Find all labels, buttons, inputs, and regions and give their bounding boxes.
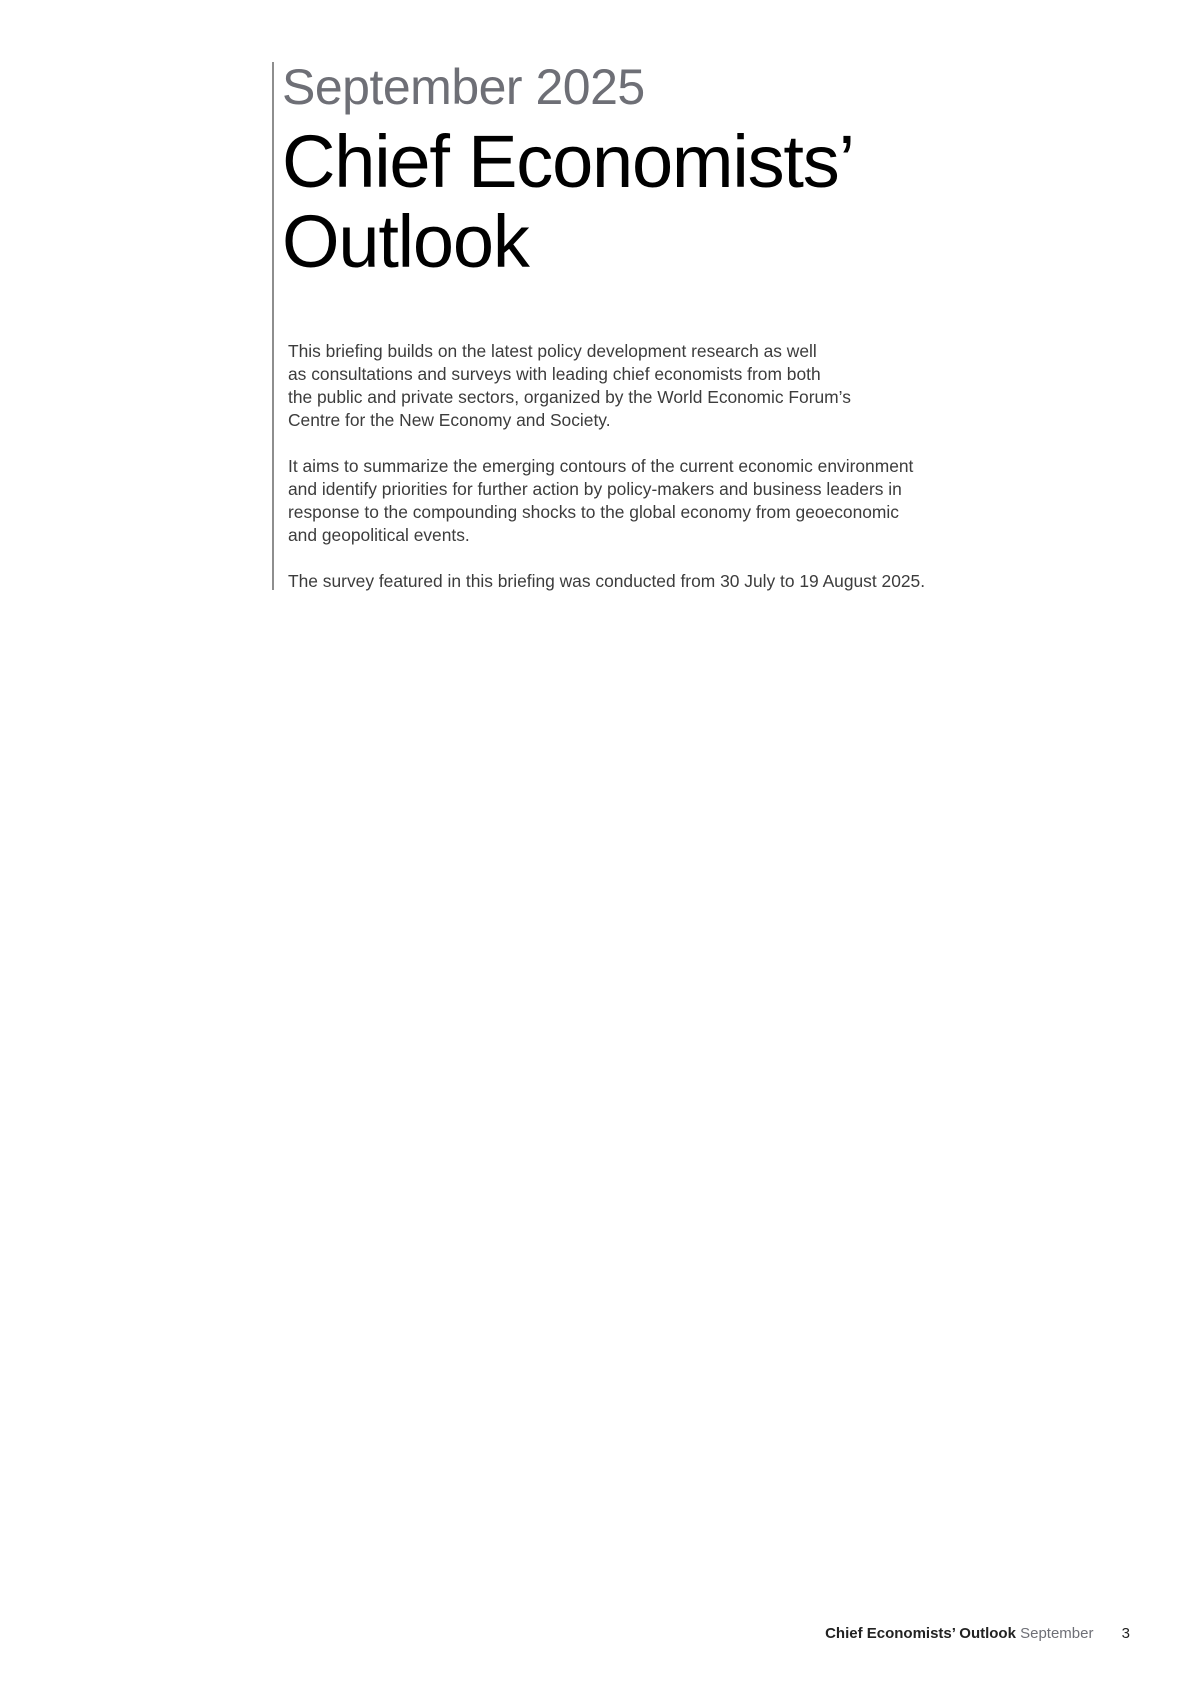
page-number: 3 [1121,1625,1130,1642]
text-line: and identify priorities for further action by policy-makers and business leaders in [288,479,902,499]
text-line: The survey featured in this briefing was conducted from 30 July to 19 August 2025. [288,571,926,591]
intro-paragraph-3 [288,570,978,593]
text-line: the public and private sectors, organized by the World Economic Forum’s [288,387,851,407]
report-date: September 2025 [282,59,645,115]
report-title [282,122,854,282]
text-line: This briefing builds on the latest policy development research as well [288,341,817,361]
text-line: and geopolitical events. [288,525,470,545]
intro-paragraph-2 [288,455,978,547]
intro-paragraph-1 [288,340,978,432]
text-line: as consultations and surveys with leading chief economists from both [288,364,821,384]
report-title-line-2: Outlook [282,200,529,283]
text-line: response to the compounding shocks to the global economy from geoeconomic [288,502,899,522]
text-line: Centre for the New Economy and Society. [288,410,611,430]
footer-month: September [1020,1625,1094,1642]
title-block [272,59,994,591]
page-footer [825,1625,1130,1643]
footer-document-name: Chief Economists’ Outlook [825,1625,1016,1642]
intro-text [288,340,978,616]
report-title-line-1: Chief Economists’ [282,120,854,203]
text-line: It aims to summarize the emerging contours of the current economic environment [288,456,914,476]
